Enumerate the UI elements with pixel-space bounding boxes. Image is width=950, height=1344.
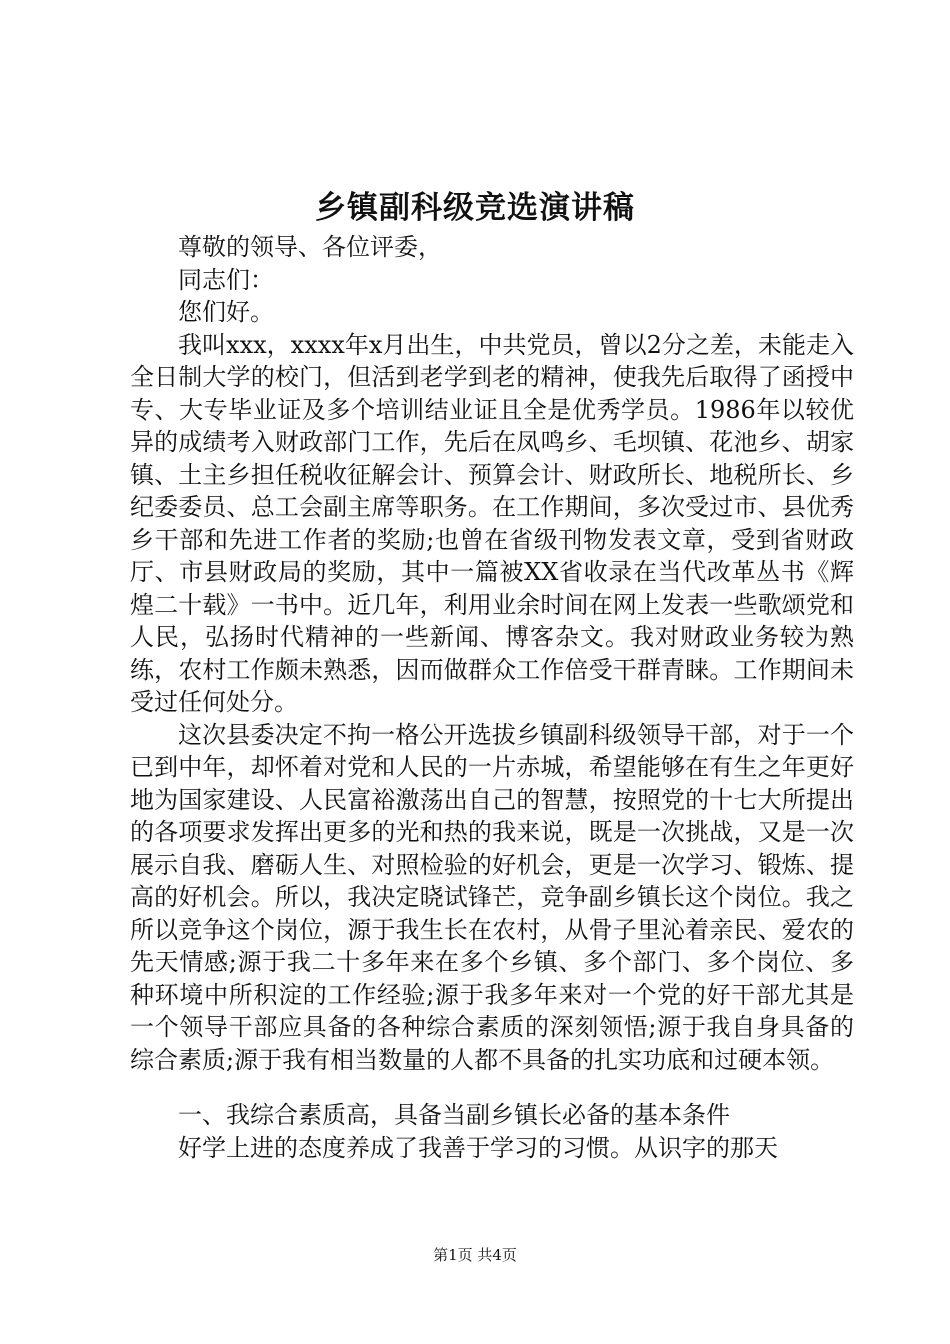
paragraph-motivation: 这次县委决定不拘一格公开选拔乡镇副科级领导干部，对于一个已到中年，却怀着对党和人民的一片赤城，希望能够在有生之年更好地为国家建设、人民富裕激荡出自己的智慧，按照党的十七大所提出的各项要求发挥出更多的光和热的我来说，既是一次挑战，又是一次展示自我、磨砺人生、对照检验的好机会，更是一次学习、锻炼、提高的好机会。所以，我决定晓试锋芒，竞争副乡镇长这个岗位。我之所以竞争这个岗位，源于我生长在农村，从骨子里沁着亲民、爱农的先天情感;源于我二十多年来在多个乡镇、多个部门、多个岗位、多种环境中所积淀的工作经验;源于我多年来对一个党的好干部尤其是一个领导干部应具备的各种综合素质的深刻领悟;源于我自身具备的综合素质;源于我有相当数量的人都不具备的扎实功底和过硬本领。 — [130, 720, 854, 1074]
salutation-comrades: 同志们： — [178, 265, 274, 294]
paragraph-introduction: 我叫xxx，xxxx年x月出生，中共党员，曾以2分之差，未能走入全日制大学的校门，但活到老学到老的精神，使我先后取得了函授中专、大专毕业证及多个培训结业证且全是优秀学员。1986年以较优异的成绩考入财政部门工作，先后在凤鸣乡、毛坝镇、花池乡、胡家镇、土主乡担任税收征解会计、预算会计、财政所长、地税所长、乡纪委委员、总工会副主席等职务。在工作期间，多次受过市、县优秀乡干部和先进工作者的奖励;也曾在省级刊物发表文章，受到省财政厅、市县财政局的奖励，其中一篇被XX省收录在当代改革丛书《辉煌二十载》一书中。近几年，利用业余时间在网上发表一些歌颂党和人民，弘扬时代精神的一些新闻、博客杂文。我对财政业务较为熟练，农村工作颇未熟悉，因而做群众工作倍受干群青睐。工作期间未受过任何处分。 — [130, 330, 854, 716]
salutation-leaders: 尊敬的领导、各位评委， — [178, 233, 442, 261]
page-number: 第1页 共4页 — [433, 1246, 517, 1264]
document-body — [130, 231, 854, 1164]
section-heading-1: 一、我综合素质高，具备当副乡镇长必备的基本条件 — [178, 1101, 730, 1129]
document-title: 乡镇副科级竞选演讲稿 — [315, 190, 635, 226]
paragraph-study-habit: 好学上进的态度养成了我善于学习的习惯。从识字的那天 — [178, 1133, 778, 1162]
greeting: 您们好。 — [178, 298, 274, 326]
